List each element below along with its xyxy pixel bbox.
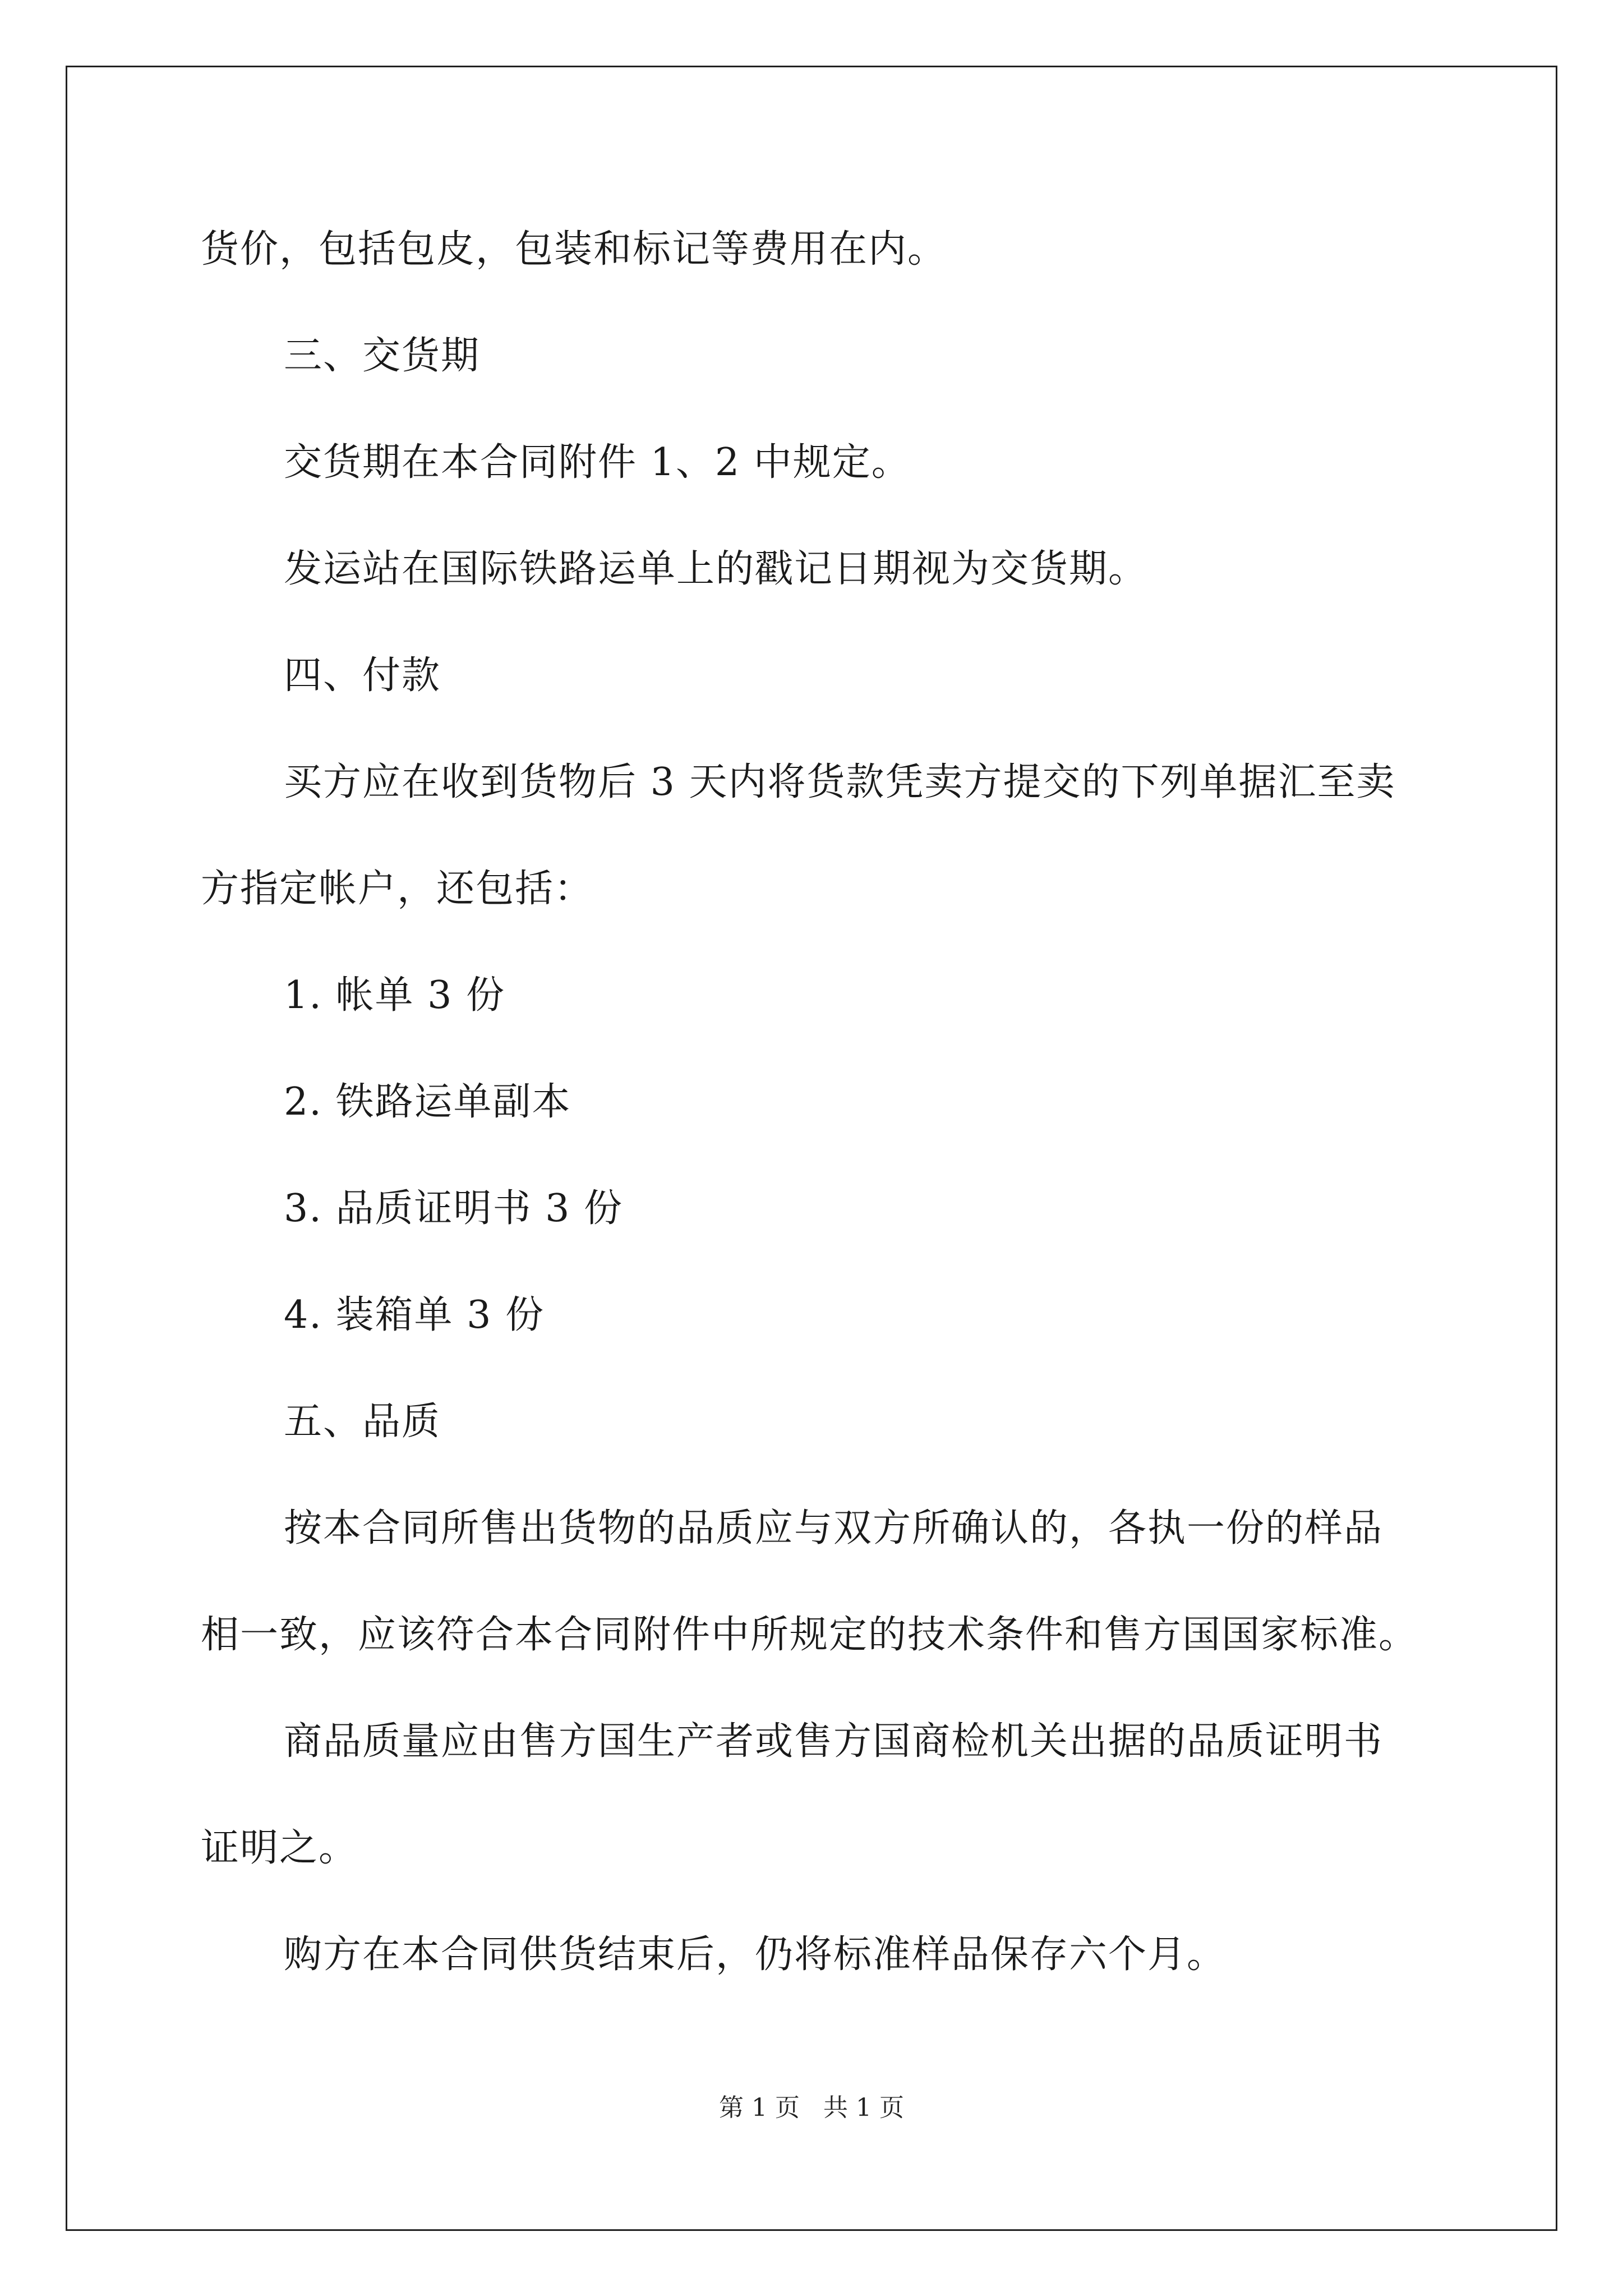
paragraph-line: 按本合同所售出货物的品质应与双方所确认的，各执一份的样品 (284, 1506, 1384, 1550)
page-count: 共 1 页 (823, 2093, 904, 2122)
paragraph-line: 买方应在收到货物后 3 天内将货款凭卖方提交的下列单据汇至卖 (284, 760, 1396, 804)
paragraph-line: 商品质量应由售方国生产者或售方国商检机关出据的品质证明书 (284, 1719, 1384, 1764)
section-heading: 五、品质 (284, 1400, 441, 1444)
paragraph-line: 货价，包括包皮，包装和标记等费用在内。 (201, 227, 947, 272)
paragraph-line: 发运站在国际铁路运单上的戳记日期视为交货期。 (284, 547, 1148, 591)
paragraph-line: 证明之。 (201, 1826, 358, 1870)
paragraph-line: 购方在本合同供货结束后，仍将标准样品保存六个月。 (284, 1932, 1227, 1977)
page-footer (0, 2091, 1623, 2125)
page-border (66, 66, 1557, 2231)
paragraph-line: 方指定帐户，还包括： (201, 867, 594, 911)
list-item: 1. 帐单 3 份 (284, 973, 505, 1018)
list-item: 4. 装箱单 3 份 (284, 1293, 545, 1337)
section-heading: 三、交货期 (284, 334, 481, 378)
section-heading: 四、付款 (284, 654, 441, 698)
paragraph-line: 相一致，应该符合本合同附件中所规定的技术条件和售方国国家标准。 (201, 1613, 1418, 1657)
list-item: 3. 品质证明书 3 份 (284, 1186, 623, 1231)
list-item: 2. 铁路运单副本 (284, 1080, 571, 1124)
paragraph-line: 交货期在本合同附件 1、2 中规定。 (284, 440, 911, 485)
page-number: 第 1 页 (719, 2093, 800, 2122)
